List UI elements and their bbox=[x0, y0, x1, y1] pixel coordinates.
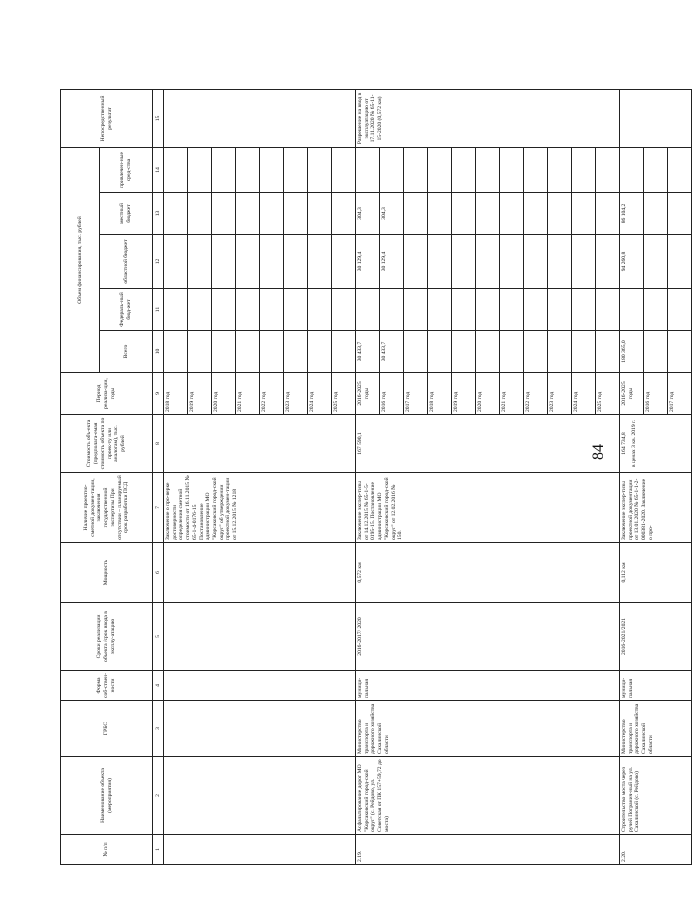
period-cell: 2018 год bbox=[164, 373, 188, 415]
program-table bbox=[60, 89, 692, 865]
local-cell: 304,3 bbox=[380, 193, 404, 235]
page-number: 84 bbox=[590, 444, 607, 460]
total-cell bbox=[644, 331, 668, 373]
header-local: местный бюджет bbox=[100, 193, 153, 235]
period-cell: 2020 год bbox=[212, 373, 236, 415]
regional-cell bbox=[164, 235, 188, 289]
header-grbs: ГРБС bbox=[61, 701, 153, 757]
attracted-cell bbox=[188, 147, 212, 192]
period-cell: 2024 год bbox=[572, 373, 596, 415]
grbs-cell: Министерство транспорта и дорожного хозяйства Сахалинской области bbox=[620, 701, 692, 757]
total-cell bbox=[236, 331, 260, 373]
header-terms: Сроки реализации объекта /срок ввода в эксплу-атацию bbox=[61, 603, 153, 671]
header-result: Непосредственный результат bbox=[61, 89, 153, 147]
terms-cell: 2016-2017/ 2020 bbox=[356, 603, 620, 671]
attracted-cell bbox=[164, 147, 188, 192]
header-form: Форма соб-ствен-ности bbox=[61, 671, 153, 701]
total-cell bbox=[308, 331, 332, 373]
period-cell: 2019 год bbox=[452, 373, 476, 415]
attracted-cell bbox=[428, 147, 452, 192]
col-number: 8 bbox=[153, 415, 164, 473]
header-capacity: Мощность bbox=[61, 543, 153, 603]
period-cell: 2022 год bbox=[260, 373, 284, 415]
federal-cell bbox=[260, 289, 284, 331]
total-cell: 180 365,0 bbox=[620, 331, 644, 373]
federal-cell bbox=[404, 289, 428, 331]
attracted-cell bbox=[284, 147, 308, 192]
header-attracted: привлечен-ные сред-ства bbox=[100, 147, 153, 192]
federal-cell bbox=[620, 289, 644, 331]
federal-cell bbox=[380, 289, 404, 331]
local-cell bbox=[236, 193, 260, 235]
header-design: Наличие проектно-сметной докумен-тации, заключения государственной экспертизы При отсутствии – планируемый срок разработки ПСД bbox=[61, 473, 153, 543]
local-cell bbox=[476, 193, 500, 235]
federal-cell bbox=[428, 289, 452, 331]
regional-cell bbox=[500, 235, 524, 289]
local-cell bbox=[596, 193, 620, 235]
name-cell bbox=[164, 757, 356, 835]
header-total: Всего bbox=[100, 331, 153, 373]
period-cell: 2016-2025 годы bbox=[356, 373, 380, 415]
name-cell: Строительство моста через ручей Погранич-ный на ул. Сахалинской (с. Рейдово) bbox=[620, 757, 692, 835]
attracted-cell bbox=[212, 147, 236, 192]
regional-cell: 30 129,4 bbox=[380, 235, 404, 289]
cost-cell bbox=[356, 415, 620, 473]
col-number: 11 bbox=[153, 289, 164, 331]
attracted-cell bbox=[356, 147, 380, 192]
local-cell bbox=[404, 193, 428, 235]
name-cell: Асфальтирование дорог МО "Корсаковский город-ской округ" (с. Рейдово, ул. Советская от ПК 157+59,72 до моста) bbox=[356, 757, 620, 835]
capacity-cell: 0,112 км bbox=[620, 543, 692, 603]
federal-cell bbox=[308, 289, 332, 331]
regional-cell: 30 129,4 bbox=[356, 235, 380, 289]
local-cell bbox=[332, 193, 356, 235]
cost-value: 167 590,1 bbox=[357, 432, 363, 455]
num-cell: 2.20. bbox=[620, 835, 692, 865]
total-cell: 30 433,7 bbox=[356, 331, 380, 373]
year-row bbox=[620, 89, 644, 864]
attracted-cell bbox=[260, 147, 284, 192]
attracted-cell bbox=[596, 147, 620, 192]
form-cell bbox=[164, 671, 356, 701]
regional-cell bbox=[668, 235, 692, 289]
total-cell bbox=[188, 331, 212, 373]
total-cell bbox=[476, 331, 500, 373]
federal-cell bbox=[668, 289, 692, 331]
period-cell: 2021 год bbox=[500, 373, 524, 415]
regional-cell bbox=[644, 235, 668, 289]
design-cell: Заключение о про-верке достоверности определения сметной стоимости от 16.11.2015 № 65-1-4-0176-15 Постановление администрации МО "Корсаковский город-ской округ" об утверждении проектной докумен-тации от 15.12.2015 № 1218 bbox=[164, 473, 356, 543]
terms-cell bbox=[164, 603, 356, 671]
attracted-cell bbox=[500, 147, 524, 192]
col-number: 3 bbox=[153, 701, 164, 757]
cost-cell bbox=[620, 415, 692, 473]
total-cell bbox=[284, 331, 308, 373]
grbs-cell bbox=[164, 701, 356, 757]
regional-cell: 94 260,8 bbox=[620, 235, 644, 289]
col-number: 9 bbox=[153, 373, 164, 415]
cost-cell bbox=[164, 415, 356, 473]
total-cell bbox=[572, 331, 596, 373]
federal-cell bbox=[548, 289, 572, 331]
header-regional: областной бюджет bbox=[100, 235, 153, 289]
period-cell: 2018 год bbox=[428, 373, 452, 415]
grbs-cell: Министерство транспорта и дорожного хозяйства Сахалинской области bbox=[356, 701, 620, 757]
local-cell bbox=[260, 193, 284, 235]
header-num: № п/п bbox=[61, 835, 153, 865]
form-cell: муници-пальная bbox=[620, 671, 692, 701]
num-cell bbox=[164, 835, 356, 865]
total-cell bbox=[548, 331, 572, 373]
federal-cell bbox=[644, 289, 668, 331]
total-cell: 30 433,7 bbox=[380, 331, 404, 373]
regional-cell bbox=[548, 235, 572, 289]
period-cell: 2019 год bbox=[188, 373, 212, 415]
cost-note: в ценах 3 кв. 2019 г. bbox=[630, 419, 637, 468]
regional-cell bbox=[332, 235, 356, 289]
local-cell bbox=[428, 193, 452, 235]
period-cell: 2016 год bbox=[644, 373, 668, 415]
col-number: 5 bbox=[153, 603, 164, 671]
design-cell: Заключение экспер-тизы от 14.12.2015 № 65-1-5-0195-15. Постановление администрации МО "Корсаковский город-ской округ" от 12.02.2016 № 150. bbox=[356, 473, 620, 543]
col-number: 1 bbox=[153, 835, 164, 865]
federal-cell bbox=[332, 289, 356, 331]
capacity-cell bbox=[164, 543, 356, 603]
attracted-cell bbox=[620, 147, 644, 192]
period-cell: 2016 год bbox=[380, 373, 404, 415]
attracted-cell bbox=[524, 147, 548, 192]
local-cell bbox=[212, 193, 236, 235]
attracted-cell bbox=[572, 147, 596, 192]
col-number: 6 bbox=[153, 543, 164, 603]
attracted-cell bbox=[548, 147, 572, 192]
row-group-2-20 bbox=[620, 89, 692, 864]
num-cell: 2.19. bbox=[356, 835, 620, 865]
col-number: 7 bbox=[153, 473, 164, 543]
period-cell: 2023 год bbox=[548, 373, 572, 415]
local-cell bbox=[284, 193, 308, 235]
local-cell bbox=[308, 193, 332, 235]
federal-cell bbox=[164, 289, 188, 331]
federal-cell bbox=[596, 289, 620, 331]
regional-cell bbox=[428, 235, 452, 289]
period-cell: 2016-2025 годы bbox=[620, 373, 644, 415]
period-cell: 2024 год bbox=[308, 373, 332, 415]
total-cell bbox=[164, 331, 188, 373]
year-row bbox=[356, 89, 380, 864]
col-number: 13 bbox=[153, 193, 164, 235]
federal-cell bbox=[188, 289, 212, 331]
local-cell: 304,3 bbox=[356, 193, 380, 235]
period-cell: 2023 год bbox=[284, 373, 308, 415]
federal-cell bbox=[212, 289, 236, 331]
regional-cell bbox=[308, 235, 332, 289]
total-cell bbox=[428, 331, 452, 373]
regional-cell bbox=[572, 235, 596, 289]
local-cell bbox=[500, 193, 524, 235]
local-cell bbox=[572, 193, 596, 235]
local-cell bbox=[524, 193, 548, 235]
attracted-cell bbox=[404, 147, 428, 192]
local-cell bbox=[644, 193, 668, 235]
period-cell: 2025 год bbox=[596, 373, 620, 415]
federal-cell bbox=[572, 289, 596, 331]
total-cell bbox=[260, 331, 284, 373]
local-cell bbox=[164, 193, 188, 235]
regional-cell bbox=[236, 235, 260, 289]
header-funding: Объем финансирования, тыс. рублей bbox=[61, 147, 100, 372]
federal-cell bbox=[452, 289, 476, 331]
regional-cell bbox=[596, 235, 620, 289]
col-number: 14 bbox=[153, 147, 164, 192]
federal-cell bbox=[500, 289, 524, 331]
period-cell: 2017 год bbox=[668, 373, 692, 415]
regional-cell bbox=[452, 235, 476, 289]
capacity-cell: 0,572 км bbox=[356, 543, 620, 603]
total-cell bbox=[404, 331, 428, 373]
period-cell: 2020 год bbox=[476, 373, 500, 415]
design-cell: Заключение экспер-тизы проектной документации от 13.01.2020 № 65-1-1-2-000381-2020. Заключение о про- bbox=[620, 473, 692, 543]
header-cost: Стоимость объ-екта (предполага-емая стоимость объекта по проек-ту или аналогам), тыс. рублей bbox=[61, 415, 153, 473]
terms-cell: 2016-2021/2021 bbox=[620, 603, 692, 671]
col-number: 2 bbox=[153, 757, 164, 835]
total-cell bbox=[212, 331, 236, 373]
result-cell bbox=[164, 89, 356, 147]
column-numbers-row bbox=[153, 89, 164, 864]
period-cell: 2021 год bbox=[236, 373, 260, 415]
attracted-cell bbox=[236, 147, 260, 192]
total-cell bbox=[668, 331, 692, 373]
local-cell bbox=[188, 193, 212, 235]
local-cell bbox=[668, 193, 692, 235]
attracted-cell bbox=[452, 147, 476, 192]
federal-cell bbox=[284, 289, 308, 331]
row-group-2-19 bbox=[356, 89, 620, 864]
federal-cell bbox=[236, 289, 260, 331]
continued-row-group bbox=[164, 89, 356, 864]
federal-cell bbox=[356, 289, 380, 331]
header-federal: Федераль-ный бюд-жет bbox=[100, 289, 153, 331]
total-cell bbox=[452, 331, 476, 373]
regional-cell bbox=[404, 235, 428, 289]
result-cell: Разрешение на ввод в эксплуатацию от 17.11.2020 № 65-11-15-2020 (0,572 км) bbox=[356, 89, 620, 147]
total-cell bbox=[524, 331, 548, 373]
header-period: Период реализа-ции, годы bbox=[61, 373, 153, 415]
col-number: 12 bbox=[153, 235, 164, 289]
attracted-cell bbox=[476, 147, 500, 192]
local-cell bbox=[548, 193, 572, 235]
attracted-cell bbox=[308, 147, 332, 192]
regional-cell bbox=[212, 235, 236, 289]
header-row-1 bbox=[61, 89, 100, 864]
year-row bbox=[164, 89, 188, 864]
attracted-cell bbox=[668, 147, 692, 192]
regional-cell bbox=[284, 235, 308, 289]
col-number: 10 bbox=[153, 331, 164, 373]
total-cell bbox=[596, 331, 620, 373]
header-name: Наименование объекта (мероприятия) bbox=[61, 757, 153, 835]
attracted-cell bbox=[332, 147, 356, 192]
local-cell bbox=[452, 193, 476, 235]
col-number: 15 bbox=[153, 89, 164, 147]
federal-cell bbox=[476, 289, 500, 331]
col-number: 4 bbox=[153, 671, 164, 701]
regional-cell bbox=[188, 235, 212, 289]
form-cell: муници-пальная bbox=[356, 671, 620, 701]
regional-cell bbox=[260, 235, 284, 289]
federal-cell bbox=[524, 289, 548, 331]
result-cell bbox=[620, 89, 692, 147]
period-cell: 2025 год bbox=[332, 373, 356, 415]
regional-cell bbox=[476, 235, 500, 289]
total-cell bbox=[332, 331, 356, 373]
total-cell bbox=[500, 331, 524, 373]
cost-value: 164 734,8 bbox=[621, 432, 627, 455]
period-cell: 2022 год bbox=[524, 373, 548, 415]
regional-cell bbox=[524, 235, 548, 289]
attracted-cell bbox=[380, 147, 404, 192]
period-cell: 2017 год bbox=[404, 373, 428, 415]
local-cell: 86 104,2 bbox=[620, 193, 644, 235]
attracted-cell bbox=[644, 147, 668, 192]
